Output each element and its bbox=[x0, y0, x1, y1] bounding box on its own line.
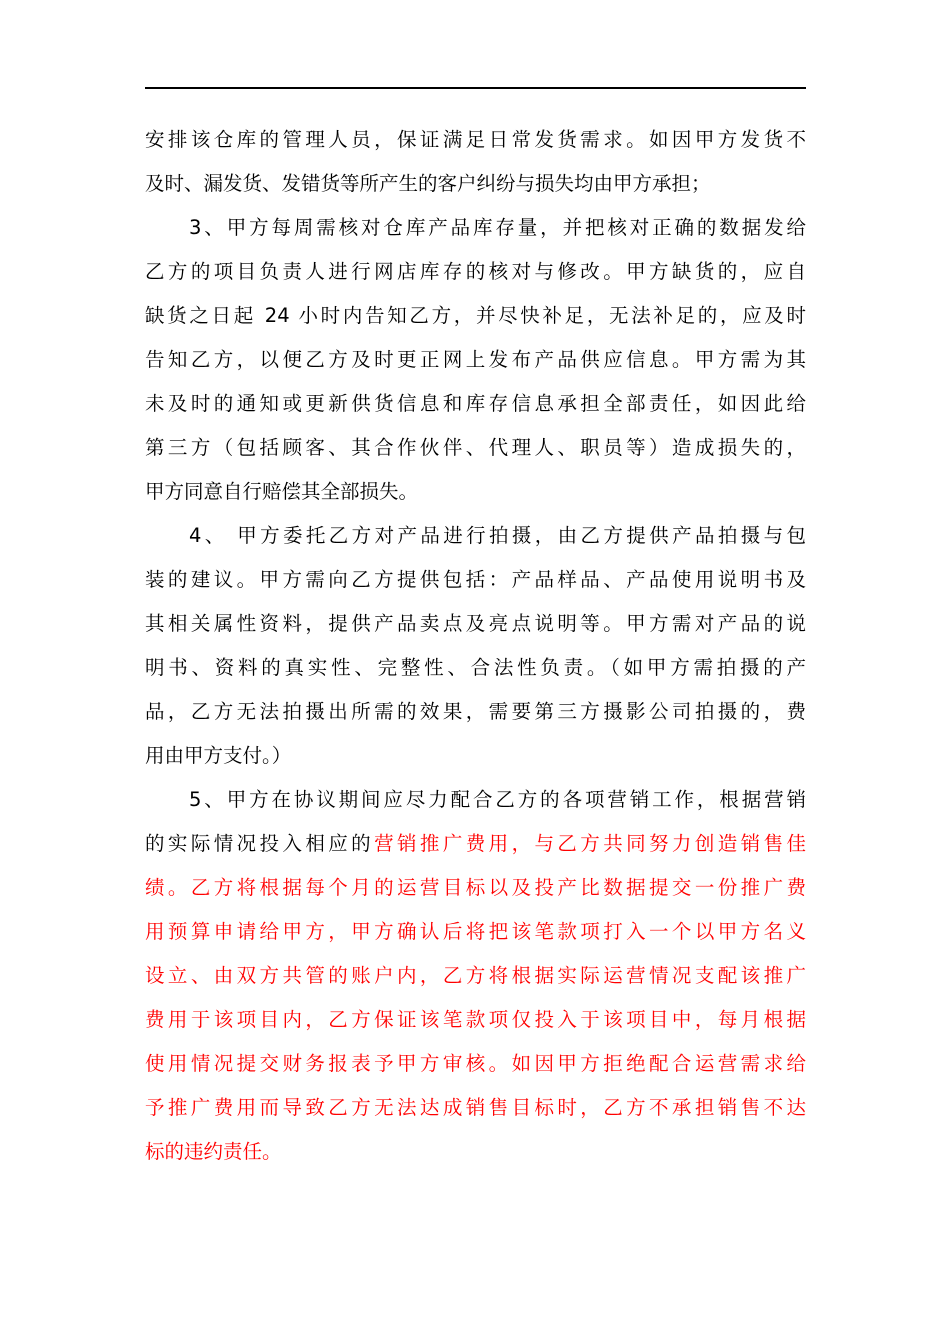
text-segment: 的实际情况投入相应的 bbox=[145, 832, 375, 855]
highlighted-text-line: 费用于该项目内，乙方保证该笔款项仅投入于该项目中，每月根据 bbox=[145, 1008, 806, 1031]
paragraph-5 bbox=[145, 778, 806, 1174]
text-line: 缺货之日起 24 小时内告知乙方，并尽快补足，无法补足的，应及时 bbox=[145, 304, 806, 327]
text-line: 用由甲方支付。） bbox=[145, 744, 292, 767]
highlighted-text-line: 使用情况提交财务报表予甲方审核。如因甲方拒绝配合运营需求给 bbox=[145, 1052, 806, 1075]
highlighted-text-line: 标的违约责任。 bbox=[145, 1140, 282, 1163]
highlighted-text-segment: 营销推广费用，与乙方共同努力创造销售佳 bbox=[374, 832, 806, 855]
text-line: 安排该仓库的管理人员，保证满足日常发货需求。如因甲方发货不 bbox=[145, 128, 806, 151]
text-line-mixed bbox=[145, 822, 806, 866]
highlighted-text-line: 绩。乙方将根据每个月的运营目标以及投产比数据提交一份推广费 bbox=[145, 876, 806, 899]
header-rule bbox=[145, 87, 806, 89]
text-line: 告知乙方，以便乙方及时更正网上发布产品供应信息。甲方需为其 bbox=[145, 348, 806, 371]
highlighted-text-line: 用预算申请给甲方，甲方确认后将把该笔款项打入一个以甲方名义 bbox=[145, 920, 806, 943]
document-body bbox=[145, 118, 806, 1174]
text-line: 其相关属性资料，提供产品卖点及亮点说明等。甲方需对产品的说 bbox=[145, 612, 806, 635]
highlighted-text-line: 设立、由双方共管的账户内，乙方将根据实际运营情况支配该推广 bbox=[145, 964, 806, 987]
paragraph-3 bbox=[145, 206, 806, 514]
text-line: 及时、漏发货、发错货等所产生的客户纠纷与损失均由甲方承担； bbox=[145, 172, 711, 195]
text-line: 装的建议。甲方需向乙方提供包括：产品样品、产品使用说明书及 bbox=[145, 568, 806, 591]
paragraph-4 bbox=[145, 514, 806, 778]
text-line: 品，乙方无法拍摄出所需的效果，需要第三方摄影公司拍摄的，费 bbox=[145, 700, 806, 723]
text-line: 未及时的通知或更新供货信息和库存信息承担全部责任，如因此给 bbox=[145, 392, 806, 415]
text-line: 乙方的项目负责人进行网店库存的核对与修改。甲方缺货的，应自 bbox=[145, 260, 806, 283]
text-line: 4、 甲方委托乙方对产品进行拍摄，由乙方提供产品拍摄与包 bbox=[189, 524, 806, 547]
text-line: 3、甲方每周需核对仓库产品库存量，并把核对正确的数据发给 bbox=[189, 216, 806, 239]
text-line: 第三方（包括顾客、其合作伙伴、代理人、职员等）造成损失的， bbox=[145, 436, 806, 459]
paragraph-continued bbox=[145, 118, 806, 206]
text-line: 甲方同意自行赔偿其全部损失。 bbox=[145, 480, 419, 503]
highlighted-text-line: 予推广费用而导致乙方无法达成销售目标时，乙方不承担销售不达 bbox=[145, 1096, 806, 1119]
text-line: 明书、资料的真实性、完整性、合法性负责。（如甲方需拍摄的产 bbox=[145, 656, 806, 679]
text-line: 5、甲方在协议期间应尽力配合乙方的各项营销工作，根据营销 bbox=[189, 788, 806, 811]
